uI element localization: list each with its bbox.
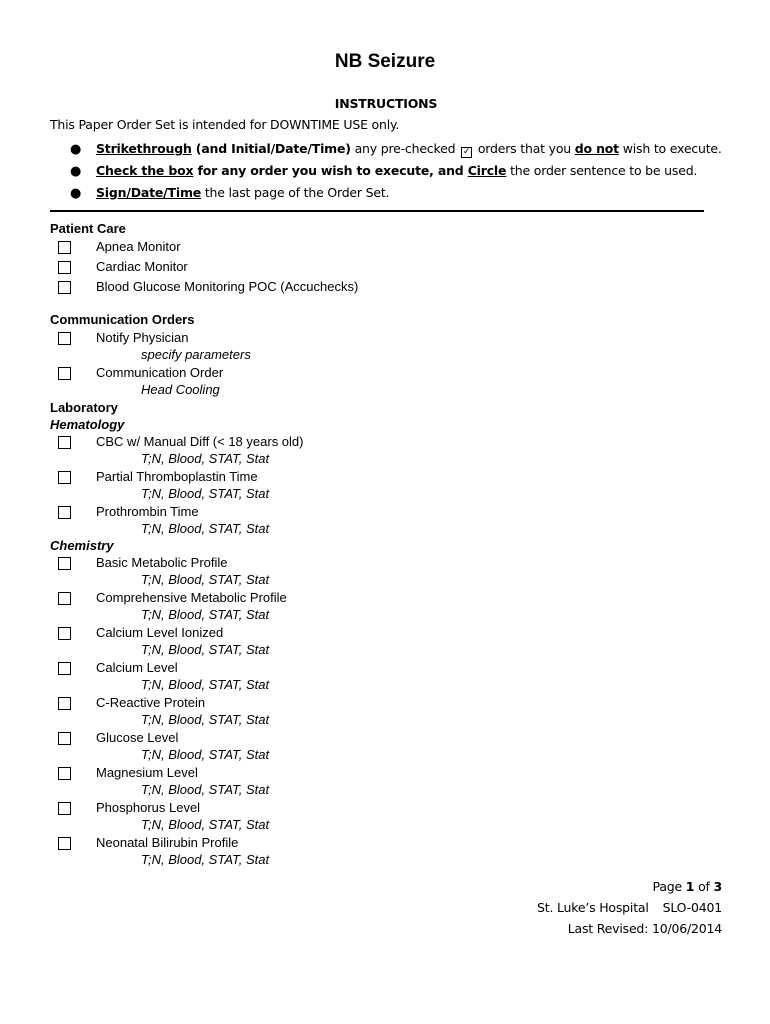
order-checkbox[interactable]	[58, 332, 71, 345]
page-current: 1	[685, 879, 695, 894]
order-checkbox[interactable]	[58, 261, 71, 274]
order-checkbox[interactable]	[58, 802, 71, 815]
page-total: 3	[713, 879, 722, 894]
order-label: Communication Order	[96, 365, 224, 380]
bullet-icon: ●	[70, 142, 82, 157]
order-item	[50, 589, 750, 624]
orders-body	[50, 220, 750, 869]
order-label: Phosphorus Level	[96, 800, 201, 815]
order-item	[50, 329, 750, 364]
order-item	[50, 764, 750, 799]
order-checkbox[interactable]	[58, 732, 71, 745]
order-detail: T;N, Blood, STAT, Stat	[141, 521, 270, 536]
order-checkbox[interactable]	[58, 592, 71, 605]
instruction-emphasis: Circle	[467, 163, 507, 178]
order-detail: Head Cooling	[141, 382, 220, 397]
instruction-check-box	[70, 160, 722, 182]
instruction-lead-rest: for any order you wish to execute, and	[193, 163, 468, 178]
instruction-text: orders that you	[474, 141, 575, 156]
order-item	[50, 799, 750, 834]
order-item	[50, 694, 750, 729]
order-label: CBC w/ Manual Diff (< 18 years old)	[96, 434, 304, 449]
hospital-name: St. Luke’s Hospital	[537, 900, 649, 915]
order-checkbox[interactable]	[58, 662, 71, 675]
instruction-lead: Sign/Date/Time	[96, 185, 202, 200]
order-detail: T;N, Blood, STAT, Stat	[141, 712, 270, 727]
instruction-text: the last page of the Order Set.	[201, 185, 390, 200]
form-code: SLO-0401	[662, 900, 722, 915]
instruction-lead: Check the box	[96, 163, 194, 178]
order-detail: T;N, Blood, STAT, Stat	[141, 852, 270, 867]
order-checkbox[interactable]	[58, 471, 71, 484]
instructions-list	[70, 138, 722, 204]
order-label: Partial Thromboplastin Time	[96, 469, 258, 484]
order-detail: T;N, Blood, STAT, Stat	[141, 817, 270, 832]
order-item	[50, 554, 750, 589]
order-label: Apnea Monitor	[96, 239, 181, 254]
order-checkbox[interactable]	[58, 241, 71, 254]
order-item	[50, 433, 750, 468]
order-label: C-Reactive Protein	[96, 695, 206, 710]
order-label: Notify Physician	[96, 330, 189, 345]
order-label: Basic Metabolic Profile	[96, 555, 228, 570]
order-checkbox[interactable]	[58, 281, 71, 294]
order-label: Blood Glucose Monitoring POC (Accuchecks)	[96, 279, 359, 294]
order-checkbox[interactable]	[58, 697, 71, 710]
order-item	[50, 364, 750, 399]
instruction-lead-rest: (and Initial/Date/Time)	[191, 141, 351, 156]
last-revised: Last Revised: 10/06/2014	[567, 921, 722, 936]
instruction-lead: Strikethrough	[96, 141, 192, 156]
order-label: Calcium Level	[96, 660, 178, 675]
checked-box-icon: ✓	[462, 147, 471, 157]
instruction-text: wish to execute.	[618, 141, 722, 156]
document-title: NB Seizure	[334, 51, 436, 72]
order-detail: T;N, Blood, STAT, Stat	[141, 747, 270, 762]
order-label: Prothrombin Time	[96, 504, 199, 519]
order-detail: T;N, Blood, STAT, Stat	[141, 642, 270, 657]
bullet-icon: ●	[70, 186, 82, 201]
instructions-heading: INSTRUCTIONS	[334, 96, 438, 111]
order-item	[50, 258, 750, 278]
bullet-icon: ●	[70, 164, 82, 179]
hospital-line	[537, 897, 722, 918]
order-item	[50, 238, 750, 258]
order-detail: T;N, Blood, STAT, Stat	[141, 607, 270, 622]
order-item	[50, 503, 750, 538]
instruction-strikethrough	[70, 138, 722, 160]
instruction-sign	[70, 182, 722, 204]
order-checkbox[interactable]	[58, 837, 71, 850]
order-checkbox[interactable]	[58, 367, 71, 380]
section-divider	[50, 210, 704, 212]
subsection-heading-hematology: Hematology	[50, 417, 125, 432]
instruction-text: the order sentence to be used.	[506, 163, 698, 178]
order-label: Comprehensive Metabolic Profile	[96, 590, 287, 605]
order-label: Neonatal Bilirubin Profile	[96, 835, 239, 850]
order-label: Cardiac Monitor	[96, 259, 188, 274]
page-footer	[537, 876, 722, 939]
subsection-heading-chemistry: Chemistry	[50, 538, 114, 553]
order-detail: T;N, Blood, STAT, Stat	[141, 486, 270, 501]
order-checkbox[interactable]	[58, 767, 71, 780]
instruction-emphasis: do not	[574, 141, 619, 156]
order-checkbox[interactable]	[58, 627, 71, 640]
order-item	[50, 659, 750, 694]
section-heading-patient-care: Patient Care	[50, 221, 126, 236]
order-checkbox[interactable]	[58, 506, 71, 519]
instructions-intro: This Paper Order Set is intended for DOWNTIME USE only.	[50, 117, 400, 132]
order-item	[50, 278, 750, 298]
order-detail: T;N, Blood, STAT, Stat	[141, 677, 270, 692]
order-label: Glucose Level	[96, 730, 179, 745]
order-detail: T;N, Blood, STAT, Stat	[141, 451, 270, 466]
order-label: Calcium Level Ionized	[96, 625, 224, 640]
page-number: Page 1 of 3	[652, 879, 722, 894]
order-checkbox[interactable]	[58, 557, 71, 570]
order-item	[50, 834, 750, 869]
section-heading-communication: Communication Orders	[50, 312, 195, 327]
section-heading-laboratory: Laboratory	[50, 400, 118, 415]
order-label: Magnesium Level	[96, 765, 198, 780]
order-item	[50, 468, 750, 503]
order-detail: T;N, Blood, STAT, Stat	[141, 782, 270, 797]
order-item	[50, 624, 750, 659]
order-checkbox[interactable]	[58, 436, 71, 449]
order-item	[50, 729, 750, 764]
order-detail: T;N, Blood, STAT, Stat	[141, 572, 270, 587]
order-detail: specify parameters	[141, 347, 251, 362]
instruction-text: any pre-checked	[350, 141, 460, 156]
